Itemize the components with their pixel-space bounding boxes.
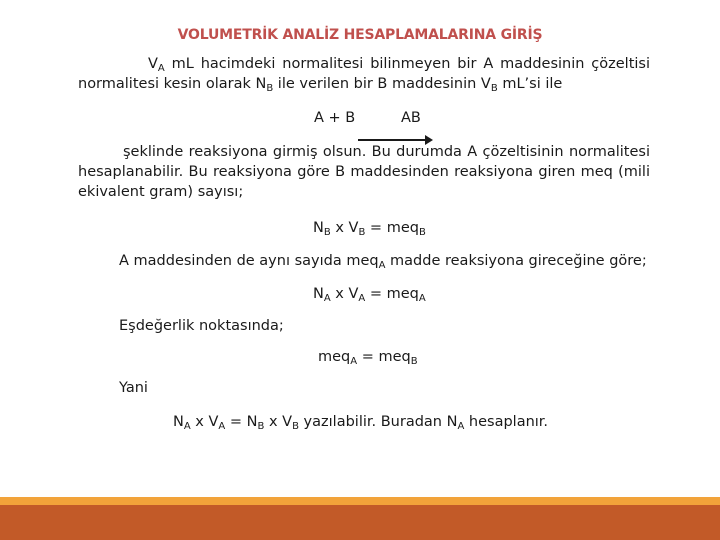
equation-equivalence: meq$_A$ = meq$_B$ — [318, 349, 418, 367]
final-equation: $N_A$ x $V_A = N_B$ x $V_B$ yazılabilir. Buradan $N_A$ hesaplanır. — [173, 414, 549, 432]
reaction-arrow — [358, 139, 428, 141]
footer-accent-bar — [0, 497, 720, 505]
yani-label: Yani — [119, 380, 148, 396]
equivalence-label: Eşdeğerlik noktasında; — [119, 318, 284, 334]
slide-title: VOLUMETRİK ANALİZ HESAPLAMALARINA GİRİŞ — [177, 27, 543, 43]
statement-a: A maddesinden de aynı sayıda meq$_A$ madde reaksiyona gireceğine göre; — [119, 253, 647, 271]
reaction-product: AB — [401, 110, 421, 126]
intro-paragraph: $V_A$ mL hacimdeki normalitesi bilinmeyen bir A maddesinin çözeltisi normalitesi kesin olarak $N_B$ ile verilen bir B maddesinin $V_B$ mL’si ile — [78, 56, 650, 94]
equation-meq-b: $N_B$ x $V_B = meq_B$ — [313, 220, 426, 238]
reaction-reactants: A + B — [314, 110, 356, 126]
footer-bar — [0, 505, 720, 540]
explanation-paragraph: şeklinde reaksiyona girmiş olsun. Bu durumda A çözeltisinin normalitesi hesaplanabilir. Bu reaksiyona göre B maddesinden reaksiyona giren meq (mili ekivalent gram) sayısı; — [78, 144, 650, 200]
equation-meq-a: $N_A$ x $V_A = meq_A$ — [313, 286, 426, 304]
